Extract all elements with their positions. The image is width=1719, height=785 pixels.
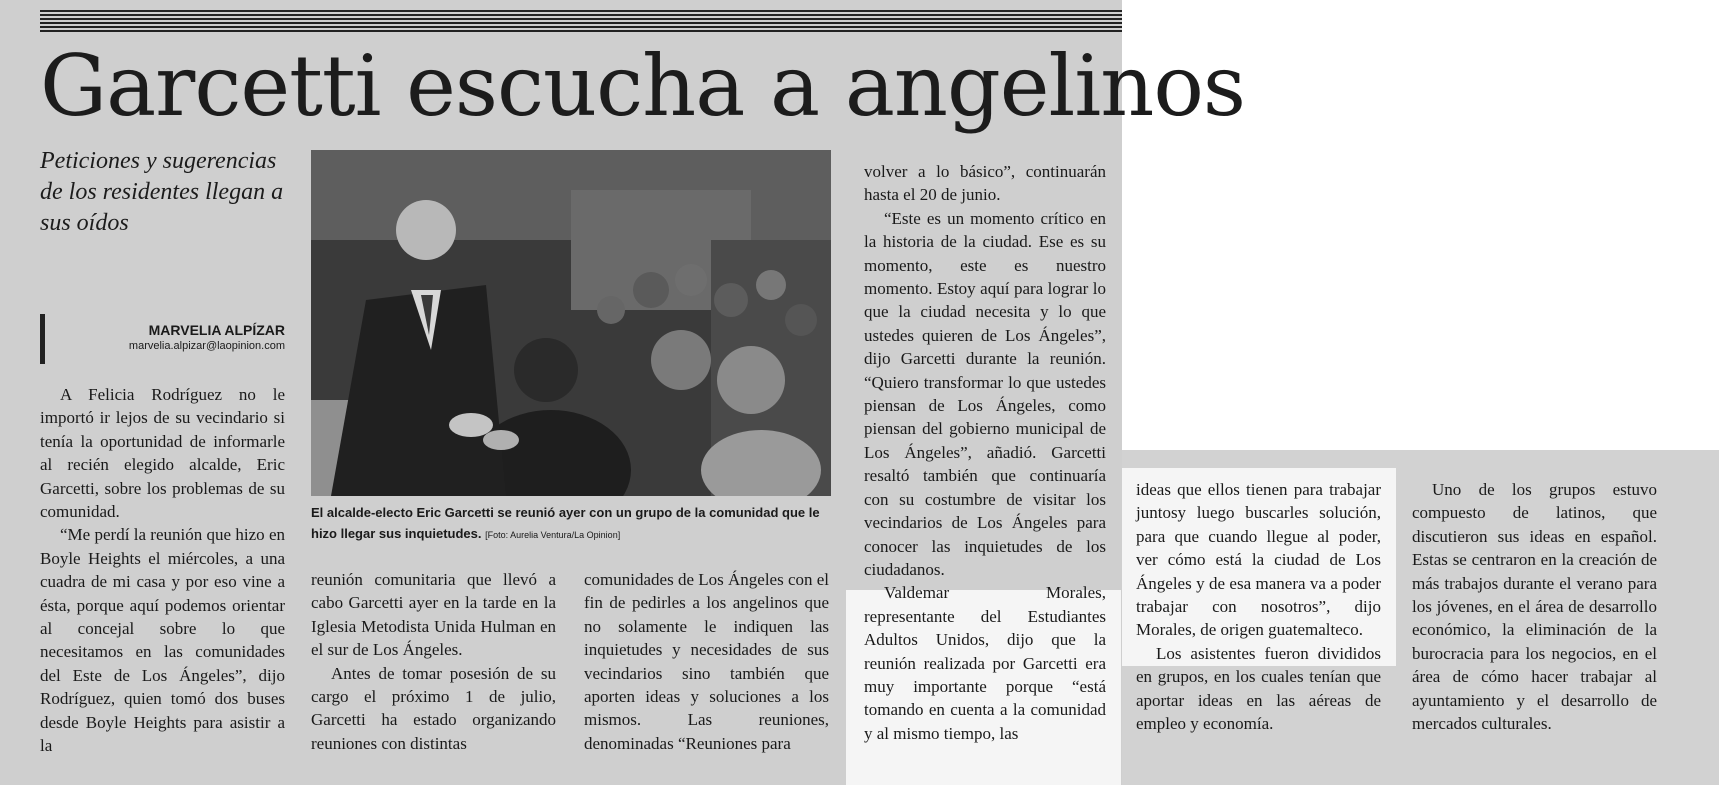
column-6	[1412, 478, 1657, 735]
column-3	[584, 568, 829, 755]
column-1	[40, 383, 285, 758]
paragraph: Uno de los grupos estuvo compuesto de latinos, que discutieron sus ideas en español. Estas se centraron en la creación de más trabajos durante el verano para los jóvenes, en el área de desarrollo económico, la eliminación de la burocracia para los negocios, en el área de cómo hacer trabajar al ayuntamiento y el desarrollo de mercados culturales.	[1412, 480, 1657, 734]
photo-credit: [Foto: Aurelia Ventura/La Opinion]	[485, 530, 621, 540]
masthead-rule	[40, 10, 1122, 32]
paragraph: volver a lo básico”, continuarán hasta el 20 de junio.	[864, 162, 1106, 205]
paragraph: comunidades de Los Ángeles con el fin de pedirles a los angelinos que no solamente le indiquen las inquietudes y necesidades de sus vecindarios sino también que aporten ideas y soluciones a los mismos. Las reuniones, denominadas “Reuniones para	[584, 570, 830, 753]
paragraph: “Me perdí la reunión que hizo en Boyle Heights el miércoles, a una cuadra de mi casa y por eso vine a ésta, porque aquí podemos orientar al concejal sobre lo que necesitamos en las comunidades del Este de Los Ángeles”, dijo Rodríguez, quien tomó dos buses desde Boyle Heights para asistir a la	[40, 525, 285, 756]
author-name: MARVELIA ALPÍZAR	[148, 322, 285, 338]
article-photo	[311, 150, 831, 496]
article-deck: Peticiones y sugerencias de los residentes llegan a sus oídos	[40, 148, 284, 236]
article-headline: Garcetti escucha a angelinos	[40, 37, 1246, 135]
author-email: marvelia.alpizar@laopinion.com	[128, 340, 285, 352]
paragraph: Los asistentes fueron divididos en grupos, en los cuales tenían que aportar ideas en las aéreas de empleo y economía.	[1136, 643, 1381, 734]
paragraph: Antes de tomar posesión de su cargo el próximo 1 de julio, Garcetti ha estado organizando reuniones con distintas	[311, 663, 556, 753]
caption-text: El alcalde-electo Eric Garcetti se reunió ayer con un grupo de la comunidad que le hizo llegar sus inquietudes.	[311, 505, 820, 541]
column-2	[311, 568, 556, 755]
paragraph: “Este es un momento crítico en la historia de la ciudad. Ese es su momento, este es nuestro momento. Estoy aquí para lograr lo que la ciudad necesita y lo que ustedes quieren de Los Ángeles”, dijo Garcetti durante la reunión. “Quiero transformar lo que ustedes piensan de Los Ángeles, como piensan del gobierno municipal de Los Ángeles”, añadió. Garcetti resaltó también que continuaría con su costumbre de visitar los vecindarios de Los Ángeles para conocer las inquietudes de los ciudadanos.	[864, 208, 1106, 579]
photo-image	[311, 150, 831, 496]
column-4	[864, 160, 1106, 745]
column-5	[1136, 478, 1381, 735]
paragraph: reunión comunitaria que llevó a cabo Garcetti ayer en la tarde en la Iglesia Metodista Unida Hulman en el sur de Los Ángeles.	[311, 570, 556, 660]
paragraph: ideas que ellos tienen para trabajar juntosy luego buscarles solución, para que cuando llegue al poder, ver cómo está la ciudad de Los Ángeles y de esa manera va a poder trabajar con nosotros”, dijo Morales, de origen guatemalteco.	[1136, 480, 1381, 640]
paragraph: A Felicia Rodríguez no le importó ir lejos de su vecindario si tenía la oportunidad de informarle al recién elegido alcalde, Eric Garcetti, sobre los problemas de su comunidad.	[40, 385, 285, 522]
byline	[40, 314, 285, 364]
photo-caption	[311, 502, 831, 546]
paragraph: Valdemar Morales, representante del Estudiantes Adultos Unidos, dijo que la reunión realizada por Garcetti era muy importante porque “está tomando en cuenta a la comunidad y al mismo tiempo, las	[864, 583, 1106, 743]
